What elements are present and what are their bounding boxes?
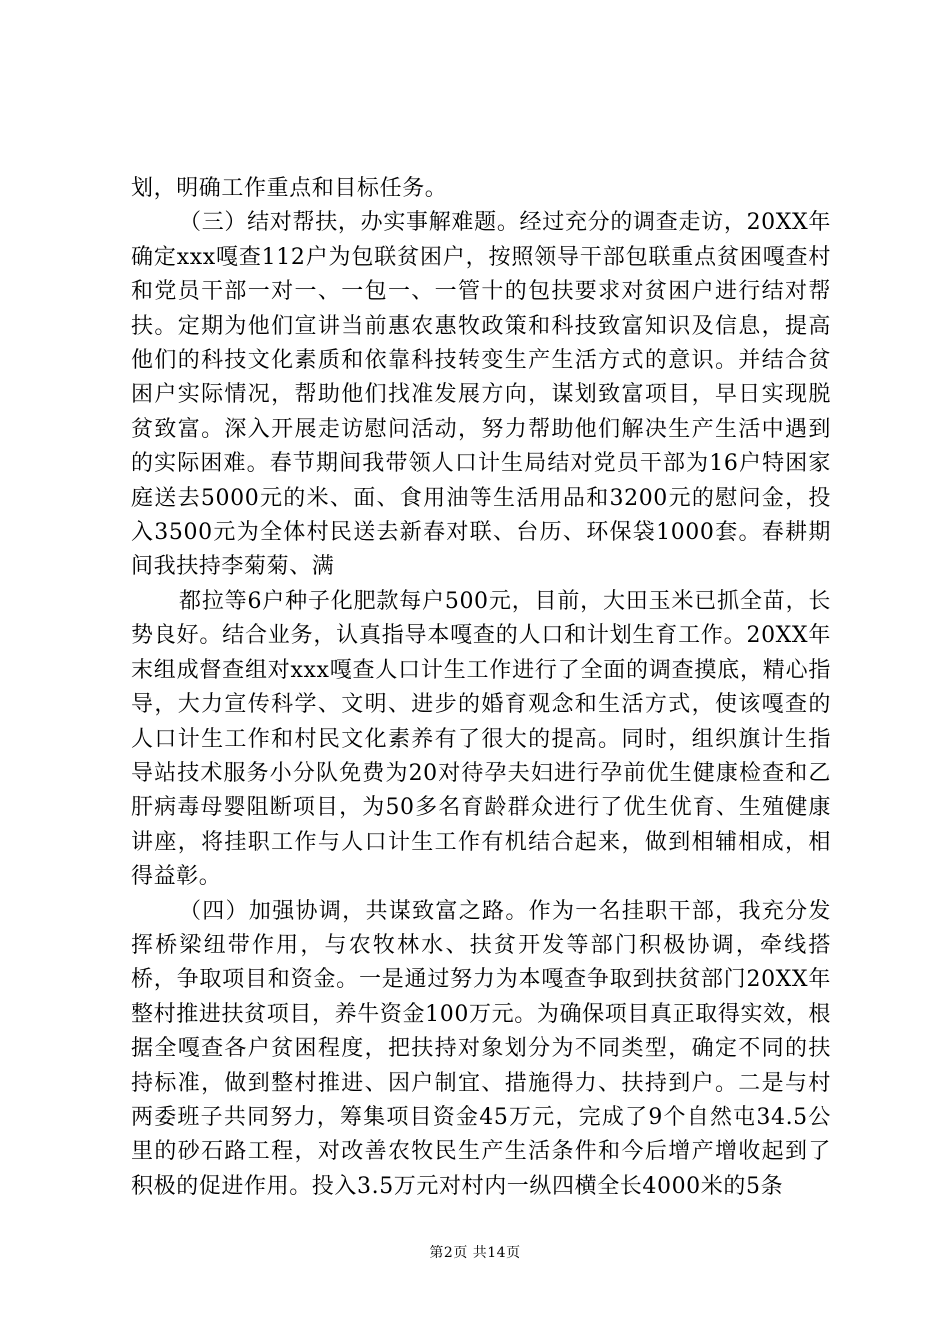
document-body — [131, 172, 831, 1204]
paragraph-continuation: 划，明确工作重点和目标任务。 — [131, 176, 448, 201]
paragraph-population-work: 都拉等6户种子化肥款每户500元，目前，大田玉米已抓全苗，长势良好。结合业务，认真指导本嘎查的人口和计划生育工作。20XX年末组成督查组对xxx嘎查人口计生工作进行了全面的调查摸底，精心指导，大力宣传科学、文明、进步的婚育观念和生活方式，使该嘎查的人口计生工作和村民文化素养有了很大的提高。同时，组织旗计生指导站技术服务小分队免费为20对待孕夫妇进行孕前优生健康检查和乙肝病毒母婴阻断项目，为50多名育龄群众进行了优生优育、生殖健康讲座，将挂职工作与人口计生工作有机结合起来，做到相辅相成，相得益彰。 — [131, 588, 831, 890]
page-footer: 第2页 共14页 — [429, 1245, 521, 1261]
paragraph-section-three: （三）结对帮扶，办实事解难题。经过充分的调查走访，20XX年确定xxx嘎查112户为包联贫困户，按照领导干部包联重点贫困嘎查村和党员干部一对一、一包一、一管十的包扶要求对贫困户进行结对帮扶。定期为他们宣讲当前惠农惠牧政策和科技致富知识及信息，提高他们的科技文化素质和依靠科技转变生产生活方式的意识。并结合贫困户实际情况，帮助他们找准发展方向，谋划致富项目，早日实现脱贫致富。深入开展走访慰问活动，努力帮助他们解决生产生活中遇到的实际困难。春节期间我带领人口计生局结对党员干部为16户特困家庭送去5000元的米、面、食用油等生活用品和3200元的慰问金，投入3500元为全体村民送去新春对联、台历、环保袋1000套。春耕期间我扶持李菊菊、满 — [131, 210, 831, 580]
paragraph-section-four: （四）加强协调，共谋致富之路。作为一名挂职干部，我充分发挥桥梁纽带作用，与农牧林水、扶贫开发等部门积极协调，牵线搭桥，争取项目和资金。一是通过努力为本嘎查争取到扶贫部门20XX年整村推进扶贫项目，养牛资金100万元。为确保项目真正取得实效，根据全嘎查各户贫困程度，把扶持对象划分为不同类型，确定不同的扶持标准，做到整村推进、因户制宜、措施得力、扶持到户。二是与村两委班子共同努力，筹集项目资金45万元，完成了9个自然屯34.5公里的砂石路工程，对改善农牧民生产生活条件和今后增产增收起到了积极的促进作用。投入3.5万元对村内一纵四横全长4000米的5条 — [131, 898, 831, 1199]
